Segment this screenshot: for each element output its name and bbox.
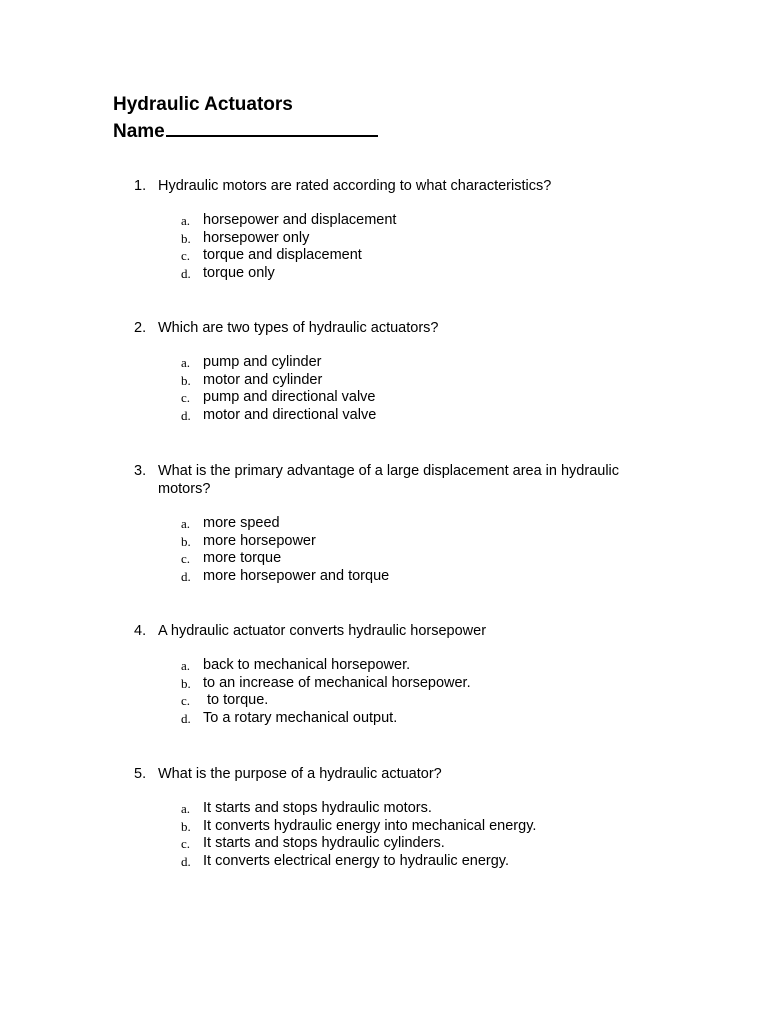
option-letter: c. bbox=[181, 836, 191, 852]
option-letter: b. bbox=[181, 818, 191, 834]
answer-option bbox=[0, 247, 768, 265]
question-text: What is the purpose of a hydraulic actuator? bbox=[158, 766, 442, 782]
answer-option bbox=[0, 835, 768, 853]
option-letter: a. bbox=[181, 213, 191, 228]
option-text: back to mechanical horsepower. bbox=[203, 657, 411, 673]
answer-option bbox=[0, 568, 768, 586]
option-text: more horsepower and torque bbox=[203, 568, 390, 585]
answer-option bbox=[0, 675, 768, 693]
question-number: 5. bbox=[134, 766, 147, 782]
option-text: more speed bbox=[203, 515, 280, 531]
answer-option bbox=[0, 212, 768, 230]
option-text: motor and directional valve bbox=[203, 407, 377, 424]
answer-option bbox=[0, 389, 768, 407]
option-text: It starts and stops hydraulic motors. bbox=[203, 800, 432, 816]
option-letter: d. bbox=[181, 854, 191, 870]
option-text: torque only bbox=[203, 265, 275, 282]
option-letter: b. bbox=[181, 372, 191, 388]
answer-option bbox=[0, 533, 768, 551]
question-text: Which are two types of hydraulic actuators? bbox=[158, 320, 439, 336]
answer-option bbox=[0, 550, 768, 568]
option-letter: b. bbox=[181, 533, 191, 549]
answer-option bbox=[0, 800, 768, 818]
option-letter: d. bbox=[181, 408, 191, 424]
name-label: Name bbox=[113, 121, 165, 142]
option-text: to torque. bbox=[203, 692, 269, 709]
answer-option bbox=[0, 853, 768, 871]
name-field bbox=[113, 117, 378, 144]
option-text: torque and displacement bbox=[203, 247, 362, 264]
option-letter: a. bbox=[181, 801, 191, 816]
option-letter: a. bbox=[181, 658, 191, 673]
option-letter: a. bbox=[181, 355, 191, 370]
option-text: pump and directional valve bbox=[203, 389, 376, 406]
question-2 bbox=[0, 319, 768, 425]
answer-option bbox=[0, 354, 768, 372]
option-text: more torque bbox=[203, 550, 282, 567]
question-number: 3. bbox=[134, 463, 147, 479]
question-number: 2. bbox=[134, 320, 147, 336]
option-text: pump and cylinder bbox=[203, 354, 322, 370]
answer-option bbox=[0, 692, 768, 710]
answer-option bbox=[0, 818, 768, 836]
question-number: 4. bbox=[134, 623, 147, 639]
option-text: To a rotary mechanical output. bbox=[203, 710, 398, 727]
option-letter: c. bbox=[181, 390, 191, 406]
answer-option bbox=[0, 710, 768, 728]
answer-options bbox=[0, 800, 768, 871]
document-title: Hydraulic Actuators bbox=[113, 94, 293, 115]
option-letter: b. bbox=[181, 675, 191, 691]
question-text: What is the primary advantage of a large displacement area in hydraulic motors? bbox=[158, 463, 620, 497]
answer-option bbox=[0, 372, 768, 390]
answer-options bbox=[0, 212, 768, 283]
option-letter: c. bbox=[181, 248, 191, 264]
option-text: horsepower only bbox=[203, 229, 310, 246]
option-text: It starts and stops hydraulic cylinders. bbox=[203, 835, 445, 852]
answer-options bbox=[0, 515, 768, 586]
option-text: horsepower and displacement bbox=[203, 212, 397, 228]
question-number: 1. bbox=[134, 178, 147, 194]
option-letter: d. bbox=[181, 569, 191, 585]
option-text: more horsepower bbox=[203, 532, 316, 549]
option-text: to an increase of mechanical horsepower. bbox=[203, 674, 471, 691]
option-letter: c. bbox=[181, 551, 191, 567]
question-text: Hydraulic motors are rated according to what characteristics? bbox=[158, 178, 552, 194]
answer-option bbox=[0, 407, 768, 425]
option-letter: b. bbox=[181, 230, 191, 246]
answer-options bbox=[0, 354, 768, 425]
option-text: It converts electrical energy to hydraulic energy. bbox=[203, 853, 509, 870]
option-letter: c. bbox=[181, 693, 191, 709]
question-4 bbox=[0, 622, 768, 728]
question-3 bbox=[0, 462, 768, 586]
answer-option bbox=[0, 657, 768, 675]
question-1 bbox=[0, 177, 768, 283]
option-letter: d. bbox=[181, 711, 191, 727]
option-text: motor and cylinder bbox=[203, 371, 323, 388]
question-text: A hydraulic actuator converts hydraulic horsepower bbox=[158, 623, 487, 639]
name-blank-line bbox=[166, 117, 378, 137]
option-letter: d. bbox=[181, 266, 191, 282]
question-5 bbox=[0, 765, 768, 871]
answer-option bbox=[0, 515, 768, 533]
answer-options bbox=[0, 657, 768, 728]
option-text: It converts hydraulic energy into mechanical energy. bbox=[203, 817, 537, 834]
option-letter: a. bbox=[181, 516, 191, 531]
answer-option bbox=[0, 265, 768, 283]
answer-option bbox=[0, 230, 768, 248]
